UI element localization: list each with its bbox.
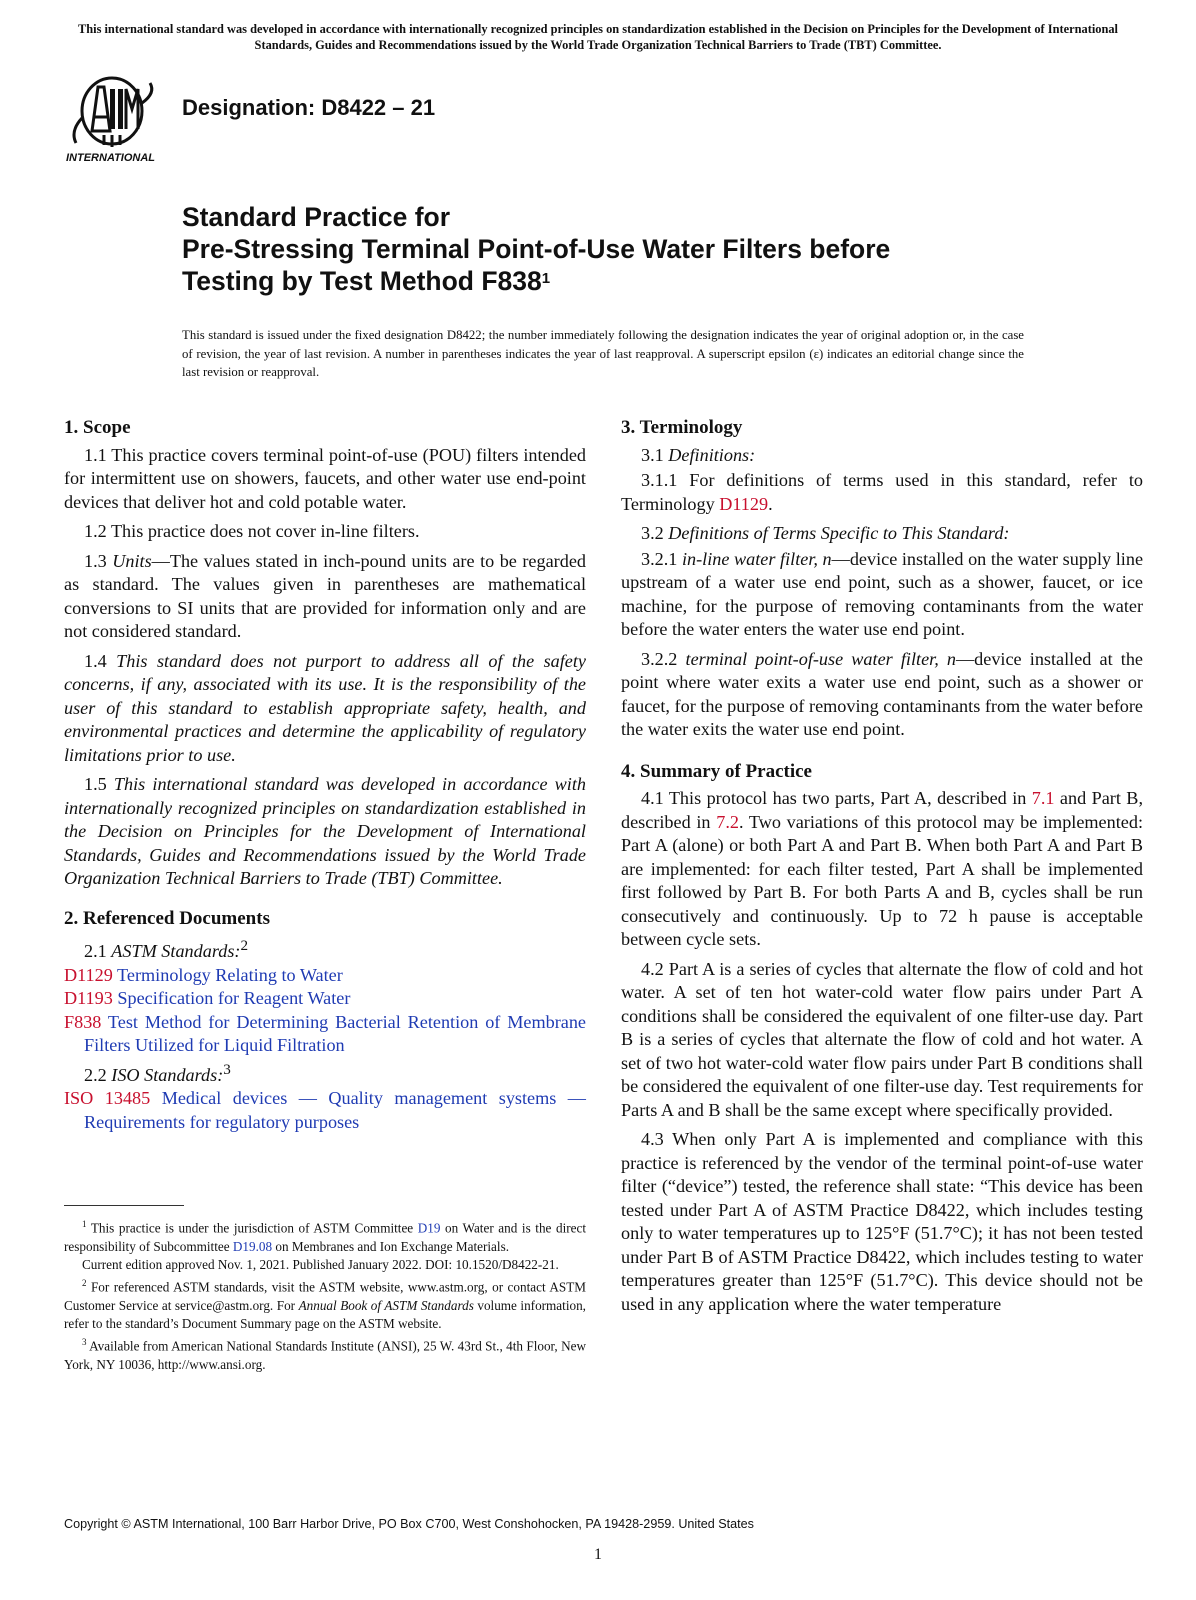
para-3-1-num: 3.1	[641, 444, 669, 465]
para-3-2-2-term: terminal point-of-use water filter, n	[685, 648, 956, 669]
ref-iso-13485	[64, 1087, 586, 1134]
ref-iso-link[interactable]: ISO 13485	[64, 1088, 151, 1109]
section-4-heading: 4. Summary of Practice	[621, 760, 812, 782]
ref-f838-title[interactable]: Test Method for Determining Bacterial Retention of Membrane Filters Utilized for Liquid Filtration	[84, 1011, 586, 1056]
para-3-1-1-link[interactable]: D1129	[719, 493, 769, 514]
para-1-1: 1.1 This practice covers terminal point-of-use (POU) filters intended for intermittent use on showers, faucets, and other water use end-point devices that deliver hot and cold potable water.	[64, 444, 586, 512]
section-2-heading: 2. Referenced Documents	[64, 907, 270, 929]
title-line-2: Pre-Stressing Terminal Point-of-Use Water Filters before	[182, 234, 891, 264]
para-4-1-text-b: and Part B, described in	[621, 788, 1143, 832]
para-3-1-1	[621, 469, 1143, 516]
title-line-1: Standard Practice for	[182, 202, 451, 232]
para-3-2-1	[621, 548, 1143, 642]
para-2-2-label: ISO Standards:	[111, 1064, 224, 1085]
footnote-1-text-b: on Water and is the direct responsibility of Subcommittee	[64, 1220, 586, 1254]
ref-d1129-title[interactable]: Terminology Relating to Water	[112, 964, 343, 985]
para-3-1-1-end: .	[768, 493, 773, 514]
ref-iso-title[interactable]: Medical devices — Quality management systems — Requirements for regulatory purposes	[84, 1088, 586, 1132]
para-4-1-text-a: 4.1 This protocol has two parts, Part A, described in	[641, 788, 1032, 808]
page-number: 1	[594, 1546, 602, 1563]
para-2-1-num: 2.1	[84, 941, 112, 962]
wto-banner: This international standard was developed in accordance with internationally recognized principles on standardization established in the Decision on Principles for the Development of International Standards, Guides and Recommendations issued by the World Trade Organization Technical Barriers to Trade (TBT) Committee.	[77, 22, 1119, 52]
para-3-2-1-text: —device installed on the water supply line upstream of a water use end point, such as a shower, faucet, or ice machine, for the purpose of removing contaminants from the water before the water enters the water use end point.	[621, 548, 1144, 639]
para-1-5-num: 1.5	[84, 774, 114, 794]
para-1-4-text: This standard does not purport to address all of the safety concerns, if any, associated with its use. It is the responsibility of the user of this standard to establish appropriate safety, health, and environmental practices and determine the applicability of regulatory limitations prior to use.	[64, 650, 586, 765]
para-3-2-label: Definitions of Terms Specific to This Standard:	[668, 523, 1010, 543]
para-2-2-num: 2.2	[84, 1064, 112, 1085]
ref-d1129-link[interactable]: D1129	[64, 964, 113, 985]
footnote-3	[64, 1333, 586, 1374]
footnote-1-link-d1908[interactable]: D19.08	[232, 1238, 273, 1254]
para-3-2-2	[621, 648, 1143, 742]
ref-d1193-title[interactable]: Specification for Reagent Water	[112, 988, 351, 1009]
para-4-2: 4.2 Part A is a series of cycles that alternate the flow of cold and hot water. A set of ten hot water-cold water flow pairs under Part A conditions shall be considered the equivalent of one filter-use day. Part B is a series of cycles that alternate the flow of cold and hot water. A set of two hot water-cold water flow pairs under Part B conditions shall be considered the equivalent of one filter-use day. Test requirements for Parts A and B shall be the same except where specifically provided.	[621, 958, 1143, 1120]
footnote-2	[64, 1274, 586, 1333]
section-3-heading: 3. Terminology	[621, 417, 743, 438]
para-2-2	[64, 1058, 586, 1088]
footnote-ref-3[interactable]: 3	[223, 1060, 231, 1078]
footnote-rule	[64, 1205, 184, 1206]
ref-d1129	[64, 964, 586, 988]
footnote-3-text: Available from American National Standards Institute (ANSI), 25 W. 43rd St., 4th Floor, New York, NY 10036, http://www.ansi.org.	[64, 1338, 586, 1372]
para-3-2-1-num: 3.2.1	[641, 548, 682, 569]
footnotes	[64, 1215, 586, 1374]
para-4-3: 4.3 When only Part A is implemented and compliance with this practice is referenced by the vendor of the terminal point-of-use water filter (“device”) tested, the reference shall state: “This device has been tested under Part A of ASTM Practice D8422, which includes testing only to water temperatures up to 125°F (51.7°C); it has not been tested under Part B of ASTM Practice D8422, which includes testing to water temperatures greater than 125°F (51.7°C). This device should not be used in any application where the water temperature	[621, 1129, 1143, 1314]
designation: Designation: D8422 – 21	[182, 95, 436, 120]
ref-f838	[64, 1011, 586, 1058]
astm-logo	[64, 73, 168, 165]
section-1-heading: 1. Scope	[64, 417, 131, 438]
para-1-3-num: 1.3	[84, 550, 113, 571]
footnote-2-mark: 2	[82, 1278, 87, 1288]
para-1-2: 1.2 This practice does not cover in-line filters.	[84, 521, 420, 541]
ref-d1193	[64, 987, 586, 1011]
para-1-3	[64, 550, 586, 644]
para-3-2-2-num: 3.2.2	[641, 648, 686, 669]
para-4-1-text-c: . Two variations of this protocol may be implemented: Part A (alone) or both Part A and Part B. When both Part A and Part B are implemented: for each filter tested, Part A shall be implemented first followed by Part B. For both Parts A and B, cycles shall be run consecutively and continuously. Up to 72 h pause is acceptable between cycle sets.	[621, 811, 1143, 949]
right-column	[621, 416, 1143, 1322]
para-1-3-label: Units	[112, 550, 152, 571]
para-2-1-label: ASTM Standards:	[111, 941, 241, 962]
title-line-3	[182, 265, 890, 297]
para-4-1-link-7-1[interactable]: 7.1	[1031, 788, 1055, 808]
ref-d1193-link[interactable]: D1193	[64, 988, 113, 1009]
left-column	[64, 416, 586, 1134]
footnote-1-link-d19[interactable]: D19	[417, 1220, 441, 1236]
para-3-2	[621, 522, 1143, 546]
issue-note: This standard is issued under the fixed designation D8422; the number immediately following the designation indicates the year of original adoption or, in the case of revision, the year of last revision. A number in parentheses indicates the year of last reapproval. A superscript epsilon (ε) indicates an editorial change since the last revision or reapproval.	[182, 328, 1024, 380]
title-footnote-ref[interactable]: 1	[541, 270, 551, 287]
para-1-4-num: 1.4	[84, 650, 117, 671]
para-1-3-text: —The values stated in inch-pound units are to be regarded as standard. The values given in parentheses are mathematical conversions to SI units that are provided for information only and are not considered standard.	[64, 550, 586, 641]
para-3-2-num: 3.2	[641, 523, 669, 543]
copyright: Copyright © ASTM International, 100 Barr Harbor Drive, PO Box C700, West Conshohocken, PA 19428-2959. United States	[64, 1517, 754, 1531]
para-3-1-label: Definitions:	[668, 444, 756, 465]
para-2-1	[64, 934, 586, 964]
para-3-1	[621, 444, 1143, 468]
footnote-2-text-a: For referenced ASTM standards, visit the ASTM website, www.astm.org, or contact ASTM Customer Service at service@astm.org. For	[64, 1279, 586, 1313]
title-line-3-text: Testing by Test Method F838	[182, 266, 542, 296]
footnote-ref-2[interactable]: 2	[240, 937, 249, 954]
para-3-2-1-term: in-line water filter, n	[681, 548, 832, 569]
para-1-5	[64, 773, 586, 891]
footnote-1	[64, 1215, 586, 1256]
para-4-1	[621, 787, 1143, 952]
ref-f838-link[interactable]: F838	[64, 1011, 102, 1032]
para-1-5-text: This international standard was developed in accordance with internationally recognized principles on standardization established in the Decision on Principles for the Development of International Standards, Guides and Recommendations issued by the World Trade Organization Technical Barriers to Trade (TBT) Committee.	[64, 774, 587, 888]
footnote-3-mark: 3	[82, 1337, 87, 1347]
footnote-2-italic: Annual Book of ASTM Standards	[298, 1297, 474, 1313]
para-1-4	[64, 650, 586, 768]
para-3-1-1-text: 3.1.1 For definitions of terms used in this standard, refer to Terminology	[621, 470, 1143, 514]
footnote-edition: Current edition approved Nov. 1, 2021. Published January 2022. DOI: 10.1520/D8422-21.	[82, 1256, 559, 1272]
logo-text: INTERNATIONAL	[66, 152, 156, 164]
para-3-2-2-text: —device installed at the point where water exits a water use end point, such as a shower or faucet, for the purpose of removing contaminants from the water before the water exits the water use end point.	[621, 648, 1143, 739]
footnote-2-text-b: volume information, refer to the standard’s Document Summary page on the ASTM website.	[64, 1297, 586, 1331]
footnote-1-mark: 1	[82, 1219, 87, 1229]
footnote-1-text-a: This practice is under the jurisdiction of ASTM Committee	[86, 1220, 418, 1236]
document-title	[182, 201, 890, 297]
footnote-1-text-c: on Membranes and Ion Exchange Materials.	[272, 1238, 509, 1254]
para-4-1-link-7-2[interactable]: 7.2	[716, 811, 739, 832]
